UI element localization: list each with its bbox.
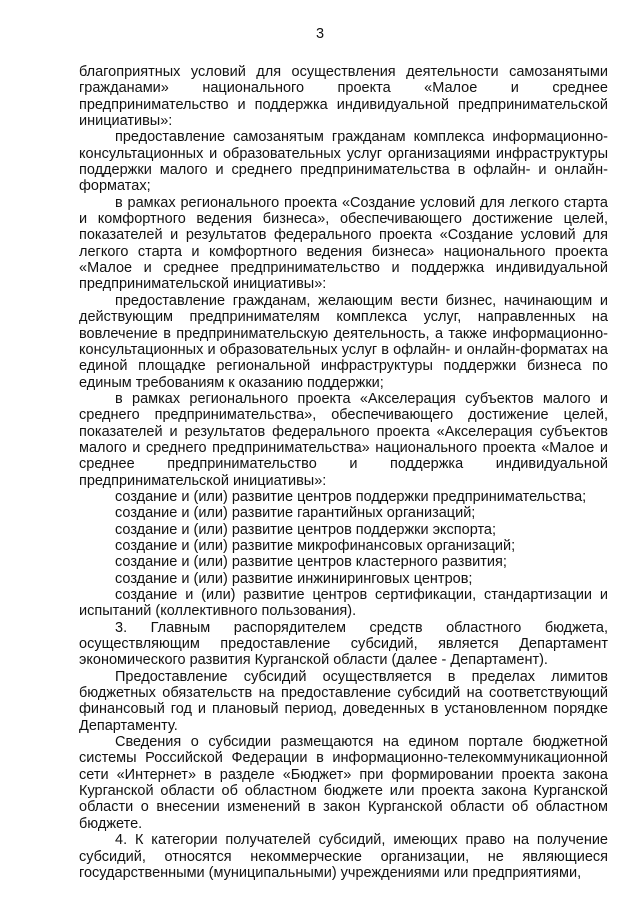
paragraph: 3. Главным распорядителем средств областного бюджета, осуществляющим предоставление субсидий, является Департамент экономического развития Курганской области (далее - Департамент). bbox=[79, 619, 608, 669]
paragraph: создание и (или) развитие центров поддержки предпринимательства; bbox=[115, 488, 587, 505]
page-number: 3 bbox=[315, 26, 325, 42]
paragraph: предоставление самозанятым гражданам комплекса информационно-консультационных и образовательных услуг организациями инфраструктуры поддержки малого и среднего предпринимательства в офлайн- и онлайн-форматах; bbox=[79, 129, 608, 195]
paragraph: создание и (или) развитие микрофинансовых организаций; bbox=[115, 537, 516, 554]
paragraph: 4. К категории получателей субсидий, имеющих право на получение субсидий, относятся некоммерческие организации, не являющиеся государственными (муниципальными) учреждениями или предприятиями, bbox=[79, 832, 608, 881]
paragraph: создание и (или) развитие центров поддержки экспорта; bbox=[115, 521, 497, 538]
paragraph: создание и (или) развитие центров сертификации, стандартизации и испытаний (коллективного пользования). bbox=[79, 587, 608, 620]
paragraph: в рамках регионального проекта «Создание условий для легкого старта и комфортного ведения бизнеса», обеспечивающего достижение целей, показателей и результатов федерального проекта «Создание условий для легкого старта и комфортного ведения бизнеса» национального проекта «Малое и среднее предпринимательство и поддержка индивидуальной предпринимательской инициативы»: bbox=[79, 194, 608, 293]
paragraph: предоставление гражданам, желающим вести бизнес, начинающим и действующим предпринимателям комплекса услуг, направленных на вовлечение в предпринимательскую деятельность, а также информационно-консультационных и образовательных услуг в офлайн- и онлайн-форматах на единой площадке региональной инфраструктуры поддержки бизнеса по единым требованиям к оказанию поддержки; bbox=[79, 292, 608, 391]
document-body bbox=[79, 64, 608, 881]
paragraph: в рамках регионального проекта «Акселерация субъектов малого и среднего предпринимательства», обеспечивающего достижение целей, показателей и результатов федерального проекта «Акселерация субъектов малого и среднего предпринимательства» национального проекта «Малое и среднее предпринимательство и поддержка индивидуальной предпринимательской инициативы»: bbox=[79, 390, 608, 489]
paragraph: Предоставление субсидий осуществляется в пределах лимитов бюджетных обязательств на предоставление субсидий на соответствующий финансовый год и плановый период, доведенных в установленном порядке Департаменту. bbox=[79, 668, 608, 734]
paragraph: создание и (или) развитие гарантийных организаций; bbox=[115, 505, 476, 522]
paragraph: создание и (или) развитие центров кластерного развития; bbox=[115, 554, 507, 571]
paragraph: благоприятных условий для осуществления деятельности самозанятыми гражданами» национального проекта «Малое и среднее предпринимательство и поддержка индивидуальной предпринимательской инициативы»: bbox=[79, 64, 608, 130]
paragraph: Сведения о субсидии размещаются на едином портале бюджетной системы Российской Федерации в информационно-телекоммуникационной сети «Интернет» в разделе «Бюджет» при формировании проекта закона Курганской области об областном бюджете или проекта закона Курганской области о внесении изменений в закон Курганской области об областном бюджете. bbox=[79, 734, 608, 832]
paragraph: создание и (или) развитие инжиниринговых центров; bbox=[115, 570, 473, 587]
